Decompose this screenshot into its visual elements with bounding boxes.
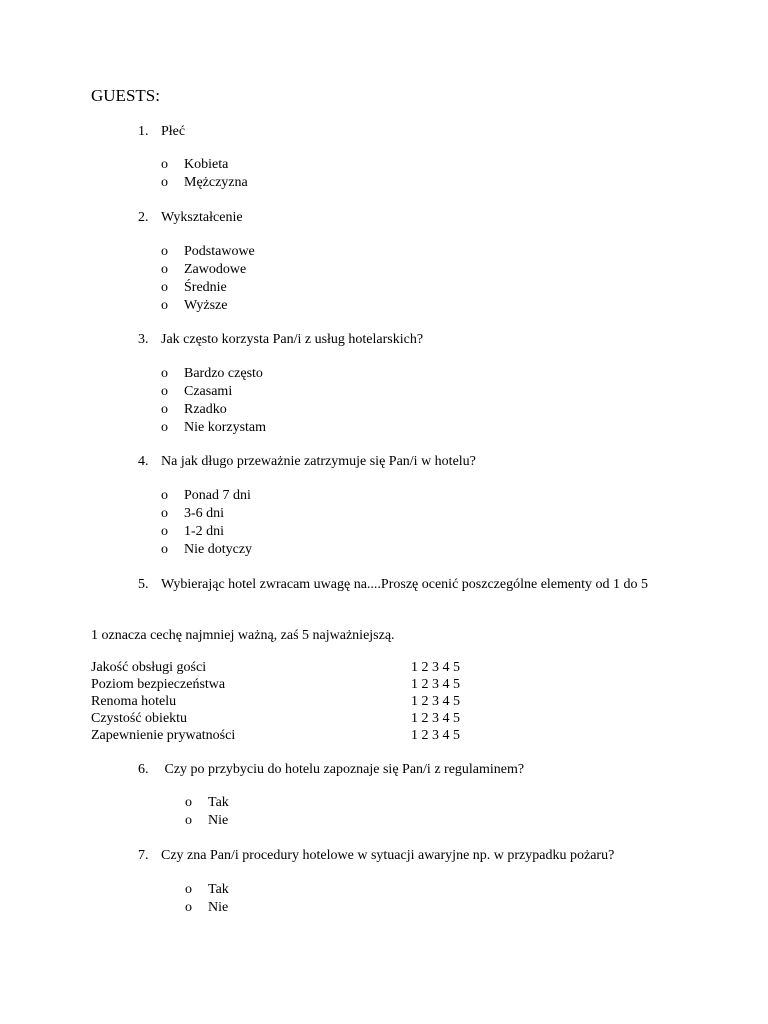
options-list-1 — [161, 156, 248, 192]
bullet-icon: o — [161, 157, 168, 172]
option-label: Wyższe — [184, 298, 228, 313]
question-text: Wybierając hotel zwracam uwagę na....Proszę ocenić poszczególne elementy od 1 do 5 — [161, 577, 649, 592]
page-title: GUESTS: — [91, 86, 160, 105]
rating-scale[interactable]: 1 2 3 4 5 — [411, 694, 460, 709]
list-item[interactable] — [161, 523, 252, 541]
rating-item-label: Czystość obiektu — [91, 711, 188, 726]
question-number: 4. — [138, 454, 149, 469]
option-label: Czasami — [184, 384, 233, 399]
bullet-icon: o — [161, 366, 168, 381]
question-number: 3. — [138, 332, 149, 347]
question-text: Wykształcenie — [161, 210, 243, 225]
option-label: Nie — [208, 813, 229, 828]
rating-scale[interactable]: 1 2 3 4 5 — [411, 677, 460, 692]
question-text: Czy zna Pan/i procedury hotelowe w sytuacji awaryjne np. w przypadku pożaru? — [161, 848, 615, 863]
list-item[interactable] — [161, 541, 252, 559]
rating-item-label: Renoma hotelu — [91, 694, 177, 709]
question-number: 2. — [138, 210, 149, 225]
bullet-icon: o — [161, 244, 168, 259]
list-item[interactable] — [185, 899, 229, 917]
options-list-2 — [161, 243, 255, 315]
list-item[interactable] — [185, 881, 229, 899]
bullet-icon: o — [161, 420, 168, 435]
bullet-icon: o — [161, 506, 168, 521]
options-list-7 — [185, 881, 229, 917]
question-text: Płeć — [161, 124, 186, 139]
option-label: 3-6 dni — [184, 506, 225, 521]
bullet-icon: o — [161, 262, 168, 277]
bullet-icon: o — [161, 175, 168, 190]
rating-scale[interactable]: 1 2 3 4 5 — [411, 728, 460, 743]
options-list-6 — [185, 794, 229, 830]
question-number: 7. — [138, 848, 149, 863]
option-label: Tak — [208, 795, 229, 810]
list-item[interactable] — [161, 174, 248, 192]
scale-note: 1 oznacza cechę najmniej ważną, zaś 5 najważniejszą. — [91, 628, 395, 643]
bullet-icon: o — [185, 900, 192, 915]
option-label: Ponad 7 dni — [184, 488, 251, 503]
option-label: Mężczyzna — [184, 175, 248, 190]
bullet-icon: o — [161, 524, 168, 539]
bullet-icon: o — [161, 384, 168, 399]
options-list-3 — [161, 365, 266, 437]
table-row — [91, 659, 491, 676]
list-item[interactable] — [161, 419, 266, 437]
list-item[interactable] — [161, 297, 255, 315]
option-label: Podstawowe — [184, 244, 255, 259]
table-row — [91, 727, 491, 744]
bullet-icon: o — [161, 298, 168, 313]
question-number: 6. — [138, 762, 149, 777]
list-item[interactable] — [161, 365, 266, 383]
option-label: Nie korzystam — [184, 420, 267, 435]
list-item[interactable] — [161, 156, 248, 174]
option-label: Rzadko — [184, 402, 227, 417]
table-row — [91, 676, 491, 693]
list-item[interactable] — [185, 812, 229, 830]
list-item[interactable] — [161, 487, 252, 505]
question-text: Na jak długo przeważnie zatrzymuje się Pan/i w hotelu? — [161, 454, 476, 469]
table-row — [91, 710, 491, 727]
bullet-icon: o — [161, 542, 168, 557]
question-text: Czy po przybyciu do hotelu zapoznaje się Pan/i z regulaminem? — [161, 762, 525, 777]
option-label: Nie — [208, 900, 229, 915]
option-label: Kobieta — [184, 157, 229, 172]
option-label: 1-2 dni — [184, 524, 225, 539]
bullet-icon: o — [161, 402, 168, 417]
list-item[interactable] — [161, 243, 255, 261]
list-item[interactable] — [161, 261, 255, 279]
options-list-4 — [161, 487, 252, 559]
question-number: 5. — [138, 577, 149, 592]
bullet-icon: o — [161, 280, 168, 295]
list-item[interactable] — [161, 383, 266, 401]
bullet-icon: o — [161, 488, 168, 503]
question-text: Jak często korzysta Pan/i z usług hotelarskich? — [161, 332, 424, 347]
bullet-icon: o — [185, 813, 192, 828]
rating-item-label: Jakość obsługi gości — [91, 660, 207, 675]
option-label: Zawodowe — [184, 262, 247, 277]
option-label: Tak — [208, 882, 229, 897]
option-label: Nie dotyczy — [184, 542, 253, 557]
rating-scale[interactable]: 1 2 3 4 5 — [411, 711, 460, 726]
rating-scale[interactable]: 1 2 3 4 5 — [411, 660, 460, 675]
bullet-icon: o — [185, 882, 192, 897]
question-number: 1. — [138, 124, 149, 139]
list-item[interactable] — [161, 401, 266, 419]
list-item[interactable] — [161, 505, 252, 523]
rating-item-label: Zapewnienie prywatności — [91, 728, 236, 743]
rating-item-label: Poziom bezpieczeństwa — [91, 677, 226, 692]
option-label: Średnie — [184, 280, 227, 295]
option-label: Bardzo często — [184, 366, 263, 381]
list-item[interactable] — [161, 279, 255, 297]
rating-table — [91, 659, 491, 744]
table-row — [91, 693, 491, 710]
list-item[interactable] — [185, 794, 229, 812]
bullet-icon: o — [185, 795, 192, 810]
